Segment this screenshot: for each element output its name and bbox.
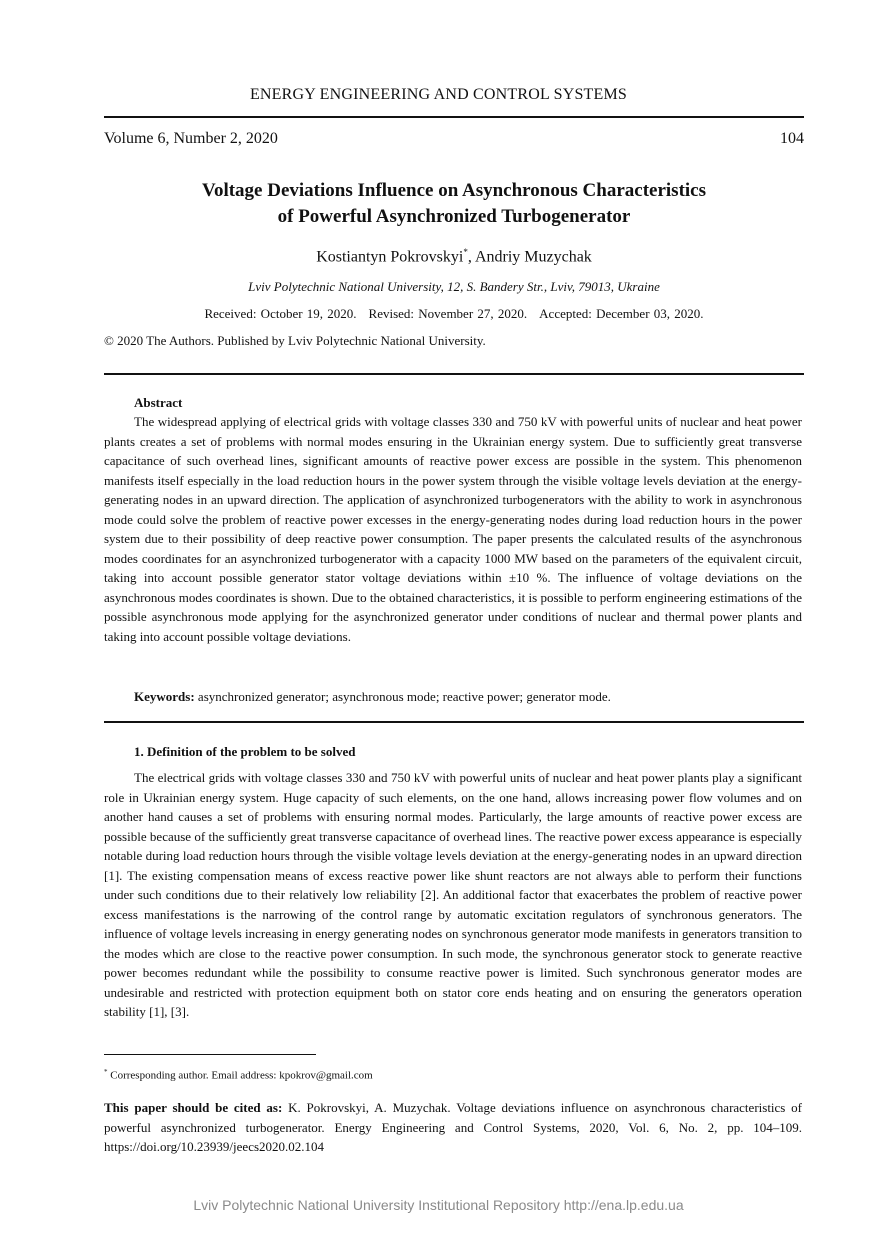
section-text: The electrical grids with voltage classes 330 and 750 kV with powerful units of nuclear and heat power plants play a significant role in Ukrainian energy system. Huge capacity of such elements, on the one hand, allows increasing power flow volumes and on another hand causes a set of problems with ensuring normal modes. Particularly, the large amounts of reactive power excess are possible because of the sufficiently great transverse capacitance of overhead lines. The reactive power excess appearance is especially notable during load reduction hours through the visible voltage levels deviation at the energy-generating nodes in an upward direction [1]. The existing compensation means of excess reactive power like shunt reactors are not always able to perform their functions under such conditions due to their relatively low reliability [2]. An additional factor that exacerbates the problem of reactive power excess manifestations is the narrowing of the control range by automatic excitation regulators of synchronous generators. The influence of voltage levels increasing in energy generating nodes on synchronous generator mode manifests in generators transition to the modes which are close to the reactive power consumption. In such mode, the synchronous generator stock to generate reactive power becomes redundant while the possibility to consume reactive power is limited. Such synchronous generator modes are undesirable and restricted with protection equipment both on stator core ends heating and on ensuring the generators operation stability [1], [3]. (104, 770, 802, 1019)
keywords (134, 689, 611, 705)
repository-watermark: Lviv Polytechnic National University Institutional Repository http://ena.lp.edu.ua (193, 1197, 684, 1213)
author-1: Kostiantyn Pokrovskyi (316, 248, 464, 266)
article-title (104, 178, 804, 230)
citation-text: K. Pokrovskyi, A. Muzychak. Voltage deviations influence on asynchronous characteristics of powerful asynchronized turbogenerator. Energy Engineering and Control Systems, 2020, Vol. 6, No. 2, pp. 104–109. https://doi.org/10.23939/jeecs2020.02.104 (104, 1100, 802, 1154)
footnote-rule (104, 1054, 316, 1055)
citation-label: This paper should be cited as: (104, 1100, 283, 1115)
abstract-top-rule (104, 373, 804, 375)
author-2: Andriy Muzychak (474, 248, 592, 266)
title-line-1: Voltage Deviations Influence on Asynchronous Characteristics (201, 180, 707, 201)
corresponding-mark: * (463, 247, 468, 257)
abstract-bottom-rule (104, 721, 804, 723)
received-date: Received: October 19, 2020. (204, 306, 357, 321)
keywords-list: asynchronized generator; asynchronous mode; reactive power; generator mode. (194, 689, 611, 704)
article-dates (104, 306, 804, 322)
volume-row (104, 130, 804, 148)
abstract-text: The widespread applying of electrical grids with voltage classes 330 and 750 kV with powerful units of nuclear and heat power plants creates a set of problems with normal modes ensuring in the Ukrainian energy system. Due to sufficiently great transverse capacitance of such overhead lines, significant amounts of reactive power excess are possible in the system. This phenomenon manifests itself especially in the load reduction hours in the power system through the visible voltage levels deviation at the energy-generating nodes in an upward direction. The application of asynchronized turbogenerators with the ability to work in asynchronous mode could solve the problem of reactive power excesses in the energy-generating nodes during load reduction hours in the power system due to their possibility of deep reactive power consumption. The paper presents the calculated results of the asynchronous modes coordinates for an asynchronized turbogenerator with a capacity 1000 MW based on the parameters of the equivalent circuit, taking into account possible generator stator voltage deviations within ±10 %. The influence of voltage deviations on the asynchronous modes coordinates is shown. Due to the obtained characteristics, it is possible to perform engineering estimations of the possible asynchronous mode applying for the asynchronized generator under conditions of nuclear and thermal power plants and taking into account possible voltage deviations. (104, 414, 802, 644)
accepted-date: Accepted: December 03, 2020. (539, 306, 704, 321)
footnote-text: Corresponding author. Email address: kpokrov@gmail.com (107, 1069, 373, 1082)
citation (104, 1098, 802, 1157)
volume-info: Volume 6, Number 2, 2020 (104, 130, 278, 147)
abstract-heading: Abstract (134, 395, 183, 410)
keywords-label: Keywords: (134, 689, 195, 704)
footnote-mark: * (104, 1068, 108, 1076)
journal-name: ENERGY ENGINEERING AND CONTROL SYSTEMS (249, 86, 628, 103)
page-number: 104 (780, 130, 804, 147)
revised-date: Revised: November 27, 2020. (368, 306, 528, 321)
affiliation: Lviv Polytechnic National University, 12, S. Bandery Str., Lviv, 79013, Ukraine (248, 279, 660, 294)
header-rule (104, 116, 804, 118)
footnote (104, 1068, 373, 1082)
authors (104, 247, 804, 266)
author-separator: , (467, 248, 475, 266)
copyright: © 2020 The Authors. Published by Lviv Polytechnic National University. (104, 333, 486, 348)
title-line-2: of Powerful Asynchronized Turbogenerator (277, 206, 631, 227)
section-heading: 1. Definition of the problem to be solved (134, 744, 356, 759)
